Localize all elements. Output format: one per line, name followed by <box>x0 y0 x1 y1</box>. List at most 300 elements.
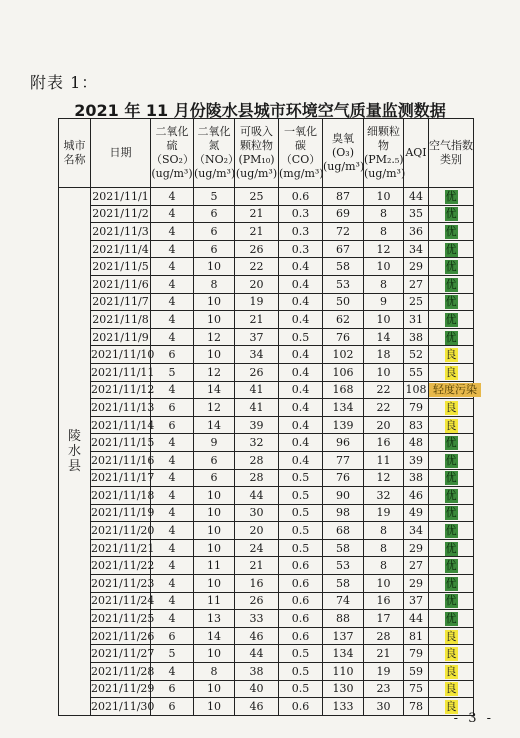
cell-date: 2021/11/6 <box>91 275 151 293</box>
cell-pm25: 23 <box>364 680 404 698</box>
cell-so2: 4 <box>151 451 194 469</box>
cell-aqi: 36 <box>404 223 429 241</box>
cell-o3: 139 <box>323 416 364 434</box>
cell-pm10: 33 <box>235 610 279 628</box>
cell-date: 2021/11/24 <box>91 592 151 610</box>
cell-date: 2021/11/18 <box>91 487 151 505</box>
cell-pm10: 34 <box>235 346 279 364</box>
cell-no2: 10 <box>194 293 235 311</box>
header-o3-line: (O₃) <box>331 146 354 159</box>
cell-aqi: 48 <box>404 434 429 452</box>
cell-so2: 5 <box>151 645 194 663</box>
category-badge: 优 <box>445 488 457 502</box>
cell-co: 0.3 <box>279 205 323 223</box>
table-body <box>59 188 477 716</box>
table-row <box>59 575 474 593</box>
header-so2-line: 二氧化 <box>155 125 189 138</box>
cell-so2: 6 <box>151 680 194 698</box>
attachment-label: 附表 1： <box>30 73 99 92</box>
cell-o3: 76 <box>323 328 364 346</box>
cell-pm25: 18 <box>364 346 404 364</box>
cell-co: 0.6 <box>279 557 323 575</box>
cell-co: 0.6 <box>279 610 323 628</box>
cell-pm10: 22 <box>235 258 279 276</box>
cell-pm10: 21 <box>235 557 279 575</box>
cell-no2: 13 <box>194 610 235 628</box>
cell-pm25: 22 <box>364 381 404 399</box>
cell-co: 0.5 <box>279 487 323 505</box>
cell-pm25: 30 <box>364 698 404 716</box>
cell-aqi: 78 <box>404 698 429 716</box>
cell-no2: 8 <box>194 275 235 293</box>
city-name-cell <box>59 188 91 716</box>
category-badge: 良 <box>445 682 457 696</box>
cell-co: 0.4 <box>279 311 323 329</box>
cell-category <box>429 645 474 663</box>
cell-co: 0.4 <box>279 258 323 276</box>
cell-date: 2021/11/1 <box>91 188 151 206</box>
cell-no2: 10 <box>194 346 235 364</box>
category-badge: 优 <box>445 453 457 467</box>
cell-no2: 6 <box>194 223 235 241</box>
cell-pm25: 8 <box>364 223 404 241</box>
cell-aqi: 52 <box>404 346 429 364</box>
cell-date: 2021/11/21 <box>91 539 151 557</box>
cell-o3: 72 <box>323 223 364 241</box>
cell-pm25: 8 <box>364 539 404 557</box>
cell-category <box>429 451 474 469</box>
cell-category <box>429 539 474 557</box>
cell-so2: 6 <box>151 399 194 417</box>
cell-so2: 4 <box>151 469 194 487</box>
cell-so2: 4 <box>151 575 194 593</box>
header-category <box>429 119 474 188</box>
category-badge: 优 <box>445 559 457 573</box>
cell-pm10: 40 <box>235 680 279 698</box>
cell-o3: 106 <box>323 363 364 381</box>
cell-so2: 4 <box>151 275 194 293</box>
header-pm25-line: (PM₂.₅) <box>364 153 404 166</box>
cell-pm25: 16 <box>364 592 404 610</box>
category-badge: 优 <box>445 541 457 555</box>
cell-so2: 4 <box>151 311 194 329</box>
cell-so2: 4 <box>151 381 194 399</box>
cell-co: 0.6 <box>279 698 323 716</box>
cell-aqi: 37 <box>404 592 429 610</box>
category-badge: 良 <box>445 629 457 643</box>
category-badge: 优 <box>445 277 457 291</box>
header-no2-line: 二氧化 <box>197 125 231 138</box>
table-row <box>59 663 474 681</box>
cell-co: 0.5 <box>279 680 323 698</box>
category-badge: 优 <box>445 436 457 450</box>
document-title: 2021 年 11 月份陵水县城市环境空气质量监测数据 <box>74 101 446 120</box>
cell-category <box>429 504 474 522</box>
cell-category <box>429 522 474 540</box>
header-co <box>279 119 323 188</box>
cell-so2: 4 <box>151 205 194 223</box>
cell-pm25: 10 <box>364 363 404 381</box>
cell-no2: 10 <box>194 575 235 593</box>
category-badge: 良 <box>445 647 457 661</box>
cell-pm25: 10 <box>364 311 404 329</box>
cell-co: 0.4 <box>279 293 323 311</box>
cell-co: 0.3 <box>279 240 323 258</box>
cell-co: 0.4 <box>279 381 323 399</box>
cell-date: 2021/11/22 <box>91 557 151 575</box>
table-row <box>59 346 474 364</box>
cell-pm25: 10 <box>364 188 404 206</box>
category-badge: 良 <box>445 400 457 414</box>
cell-pm25: 12 <box>364 240 404 258</box>
table-row <box>59 557 474 575</box>
header-pm25 <box>364 119 404 188</box>
cell-pm10: 46 <box>235 627 279 645</box>
cell-pm10: 44 <box>235 487 279 505</box>
cell-category <box>429 434 474 452</box>
table-row <box>59 592 474 610</box>
cell-o3: 134 <box>323 399 364 417</box>
cell-aqi: 59 <box>404 663 429 681</box>
header-pm25-line: 细颗粒 <box>367 125 400 138</box>
cell-category <box>429 557 474 575</box>
cell-co: 0.5 <box>279 522 323 540</box>
header-co-line: 碳（CO） <box>280 139 321 166</box>
cell-no2: 10 <box>194 311 235 329</box>
cell-no2: 10 <box>194 698 235 716</box>
cell-o3: 67 <box>323 240 364 258</box>
header-no2 <box>194 119 240 188</box>
cell-o3: 50 <box>323 293 364 311</box>
cell-o3: 98 <box>323 504 364 522</box>
cell-aqi: 75 <box>404 680 429 698</box>
header-pm10-line: (PM₁₀) <box>238 153 275 166</box>
cell-pm25: 8 <box>364 522 404 540</box>
table-row <box>59 381 474 399</box>
cell-no2: 10 <box>194 680 235 698</box>
cell-o3: 88 <box>323 610 364 628</box>
table-row <box>59 416 474 434</box>
cell-date: 2021/11/9 <box>91 328 151 346</box>
cell-so2: 4 <box>151 539 194 557</box>
cell-o3: 87 <box>323 188 364 206</box>
cell-pm10: 28 <box>235 451 279 469</box>
cell-pm25: 10 <box>364 575 404 593</box>
table-row <box>59 469 474 487</box>
city-name-char: 陵 <box>67 428 81 444</box>
category-badge: 优 <box>445 260 457 274</box>
cell-category <box>429 188 474 206</box>
header-no2-line: (ug/m³) <box>194 167 236 180</box>
category-badge: 优 <box>445 242 457 256</box>
cell-co: 0.6 <box>279 627 323 645</box>
category-badge: 优 <box>445 594 457 608</box>
cell-no2: 14 <box>194 381 235 399</box>
cell-date: 2021/11/13 <box>91 399 151 417</box>
cell-date: 2021/11/17 <box>91 469 151 487</box>
cell-pm10: 21 <box>235 311 279 329</box>
cell-category <box>429 240 474 258</box>
cell-no2: 14 <box>194 416 235 434</box>
table-row <box>59 645 474 663</box>
cell-pm10: 41 <box>235 381 279 399</box>
table-row <box>59 205 474 223</box>
category-badge: 优 <box>445 224 457 238</box>
header-category-line: 类别 <box>440 153 462 166</box>
cell-category <box>429 346 474 364</box>
table-row <box>59 293 474 311</box>
table-row <box>59 188 474 206</box>
cell-date: 2021/11/8 <box>91 311 151 329</box>
cell-co: 0.5 <box>279 645 323 663</box>
cell-category <box>429 469 474 487</box>
cell-co: 0.4 <box>279 451 323 469</box>
cell-pm10: 21 <box>235 205 279 223</box>
cell-so2: 4 <box>151 240 194 258</box>
cell-co: 0.4 <box>279 416 323 434</box>
header-aqi: AQI <box>404 119 429 188</box>
header-o3 <box>323 119 364 188</box>
cell-category <box>429 487 474 505</box>
cell-aqi: 39 <box>404 451 429 469</box>
cell-pm10: 38 <box>235 663 279 681</box>
cell-no2: 12 <box>194 328 235 346</box>
cell-category <box>429 592 474 610</box>
header-pm10 <box>235 119 279 188</box>
cell-pm25: 32 <box>364 487 404 505</box>
cell-date: 2021/11/16 <box>91 451 151 469</box>
cell-o3: 96 <box>323 434 364 452</box>
cell-pm10: 32 <box>235 434 279 452</box>
cell-o3: 58 <box>323 575 364 593</box>
cell-so2: 4 <box>151 487 194 505</box>
cell-category <box>429 363 474 381</box>
cell-no2: 12 <box>194 363 235 381</box>
cell-date: 2021/11/5 <box>91 258 151 276</box>
cell-date: 2021/11/15 <box>91 434 151 452</box>
cell-o3: 53 <box>323 275 364 293</box>
category-badge: 优 <box>445 330 457 344</box>
cell-no2: 6 <box>194 469 235 487</box>
category-badge: 优 <box>445 506 457 520</box>
cell-category <box>429 575 474 593</box>
cell-no2: 10 <box>194 258 235 276</box>
category-badge: 轻度污染 <box>429 383 481 397</box>
cell-aqi: 31 <box>404 311 429 329</box>
cell-aqi: 46 <box>404 487 429 505</box>
cell-o3: 130 <box>323 680 364 698</box>
header-so2-line: 硫（SO₂） <box>151 139 194 166</box>
category-badge: 良 <box>445 348 457 362</box>
cell-no2: 8 <box>194 663 235 681</box>
table-row <box>59 487 474 505</box>
cell-pm25: 19 <box>364 504 404 522</box>
cell-category <box>429 205 474 223</box>
cell-pm25: 17 <box>364 610 404 628</box>
cell-so2: 4 <box>151 223 194 241</box>
cell-aqi: 35 <box>404 205 429 223</box>
cell-aqi: 108 <box>404 381 429 399</box>
cell-o3: 102 <box>323 346 364 364</box>
cell-category <box>429 381 477 399</box>
cell-co: 0.6 <box>279 592 323 610</box>
cell-pm10: 26 <box>235 240 279 258</box>
cell-aqi: 49 <box>404 504 429 522</box>
cell-co: 0.6 <box>279 575 323 593</box>
table-row <box>59 504 474 522</box>
category-badge: 优 <box>445 295 457 309</box>
table-row <box>59 223 474 241</box>
cell-category <box>429 275 474 293</box>
cell-no2: 5 <box>194 188 235 206</box>
table-row <box>59 328 474 346</box>
cell-date: 2021/11/28 <box>91 663 151 681</box>
category-badge: 良 <box>445 365 457 379</box>
cell-pm25: 21 <box>364 645 404 663</box>
header-pm10-line: 颗粒物 <box>240 139 273 152</box>
cell-date: 2021/11/19 <box>91 504 151 522</box>
cell-co: 0.5 <box>279 328 323 346</box>
cell-category <box>429 293 474 311</box>
header-city <box>59 119 91 188</box>
cell-pm10: 44 <box>235 645 279 663</box>
table-row <box>59 610 474 628</box>
cell-co: 0.4 <box>279 399 323 417</box>
header-city-line: 名称 <box>63 153 86 166</box>
cell-date: 2021/11/11 <box>91 363 151 381</box>
cell-date: 2021/11/26 <box>91 627 151 645</box>
cell-co: 0.5 <box>279 539 323 557</box>
cell-pm25: 19 <box>364 663 404 681</box>
cell-category <box>429 663 474 681</box>
cell-date: 2021/11/7 <box>91 293 151 311</box>
cell-so2: 4 <box>151 522 194 540</box>
cell-so2: 4 <box>151 557 194 575</box>
cell-no2: 6 <box>194 205 235 223</box>
page-number: - 3 - <box>453 711 494 726</box>
cell-o3: 90 <box>323 487 364 505</box>
category-badge: 优 <box>445 524 457 538</box>
cell-aqi: 79 <box>404 399 429 417</box>
cell-aqi: 29 <box>404 575 429 593</box>
cell-category <box>429 311 474 329</box>
cell-date: 2021/11/2 <box>91 205 151 223</box>
cell-date: 2021/11/4 <box>91 240 151 258</box>
cell-so2: 4 <box>151 434 194 452</box>
cell-no2: 10 <box>194 645 235 663</box>
header-category-line: 空气指数 <box>429 139 473 152</box>
header-so2 <box>151 119 194 188</box>
cell-pm10: 19 <box>235 293 279 311</box>
cell-so2: 4 <box>151 504 194 522</box>
header-so2-line: (ug/m³) <box>151 167 193 180</box>
cell-category <box>429 399 474 417</box>
category-badge: 优 <box>445 576 457 590</box>
cell-pm25: 8 <box>364 205 404 223</box>
cell-pm10: 21 <box>235 223 279 241</box>
cell-no2: 10 <box>194 487 235 505</box>
cell-o3: 62 <box>323 311 364 329</box>
cell-no2: 9 <box>194 434 235 452</box>
cell-so2: 4 <box>151 258 194 276</box>
cell-aqi: 34 <box>404 240 429 258</box>
cell-no2: 10 <box>194 539 235 557</box>
cell-pm10: 26 <box>235 592 279 610</box>
cell-date: 2021/11/14 <box>91 416 151 434</box>
cell-category <box>429 223 474 241</box>
cell-co: 0.4 <box>279 434 323 452</box>
cell-date: 2021/11/23 <box>91 575 151 593</box>
cell-pm25: 22 <box>364 399 404 417</box>
cell-no2: 14 <box>194 627 235 645</box>
cell-pm25: 14 <box>364 328 404 346</box>
cell-date: 2021/11/25 <box>91 610 151 628</box>
cell-co: 0.6 <box>279 188 323 206</box>
cell-pm10: 26 <box>235 363 279 381</box>
cell-o3: 69 <box>323 205 364 223</box>
cell-category <box>429 627 474 645</box>
cell-so2: 6 <box>151 346 194 364</box>
cell-o3: 58 <box>323 539 364 557</box>
header-pm10-line: 可吸入 <box>240 125 273 138</box>
table-row <box>59 311 474 329</box>
cell-pm25: 11 <box>364 451 404 469</box>
header-pm10-line: (ug/m³) <box>235 167 278 180</box>
cell-aqi: 81 <box>404 627 429 645</box>
cell-aqi: 25 <box>404 293 429 311</box>
header-city-line: 城市 <box>63 139 86 152</box>
category-badge: 优 <box>445 189 457 203</box>
cell-date: 2021/11/27 <box>91 645 151 663</box>
cell-pm25: 8 <box>364 275 404 293</box>
cell-category <box>429 258 474 276</box>
cell-aqi: 38 <box>404 469 429 487</box>
cell-so2: 6 <box>151 416 194 434</box>
cell-o3: 68 <box>323 522 364 540</box>
header-o3-line: (ug/m³) <box>323 160 365 173</box>
cell-pm25: 8 <box>364 557 404 575</box>
cell-date: 2021/11/29 <box>91 680 151 698</box>
cell-aqi: 83 <box>404 416 429 434</box>
category-badge: 优 <box>445 207 457 221</box>
header-pm25-line: 物 <box>378 139 389 152</box>
header-date: 日期 <box>91 119 151 188</box>
category-badge: 优 <box>445 312 457 326</box>
table-row <box>59 363 474 381</box>
cell-no2: 10 <box>194 522 235 540</box>
cell-aqi: 27 <box>404 275 429 293</box>
cell-pm10: 16 <box>235 575 279 593</box>
header-pm25-line: (ug/m³) <box>364 167 406 180</box>
cell-o3: 76 <box>323 469 364 487</box>
cell-category <box>429 680 474 698</box>
cell-pm10: 37 <box>235 328 279 346</box>
cell-so2: 4 <box>151 293 194 311</box>
cell-category <box>429 328 474 346</box>
table-row <box>59 240 474 258</box>
table-row <box>59 451 474 469</box>
city-name-char: 县 <box>67 458 81 474</box>
cell-aqi: 55 <box>404 363 429 381</box>
cell-o3: 168 <box>323 381 364 399</box>
header-co-line: 一氧化 <box>284 125 317 138</box>
cell-no2: 10 <box>194 504 235 522</box>
cell-pm10: 30 <box>235 504 279 522</box>
cell-aqi: 34 <box>404 522 429 540</box>
cell-o3: 134 <box>323 645 364 663</box>
cell-pm10: 46 <box>235 698 279 716</box>
table-row <box>59 258 474 276</box>
